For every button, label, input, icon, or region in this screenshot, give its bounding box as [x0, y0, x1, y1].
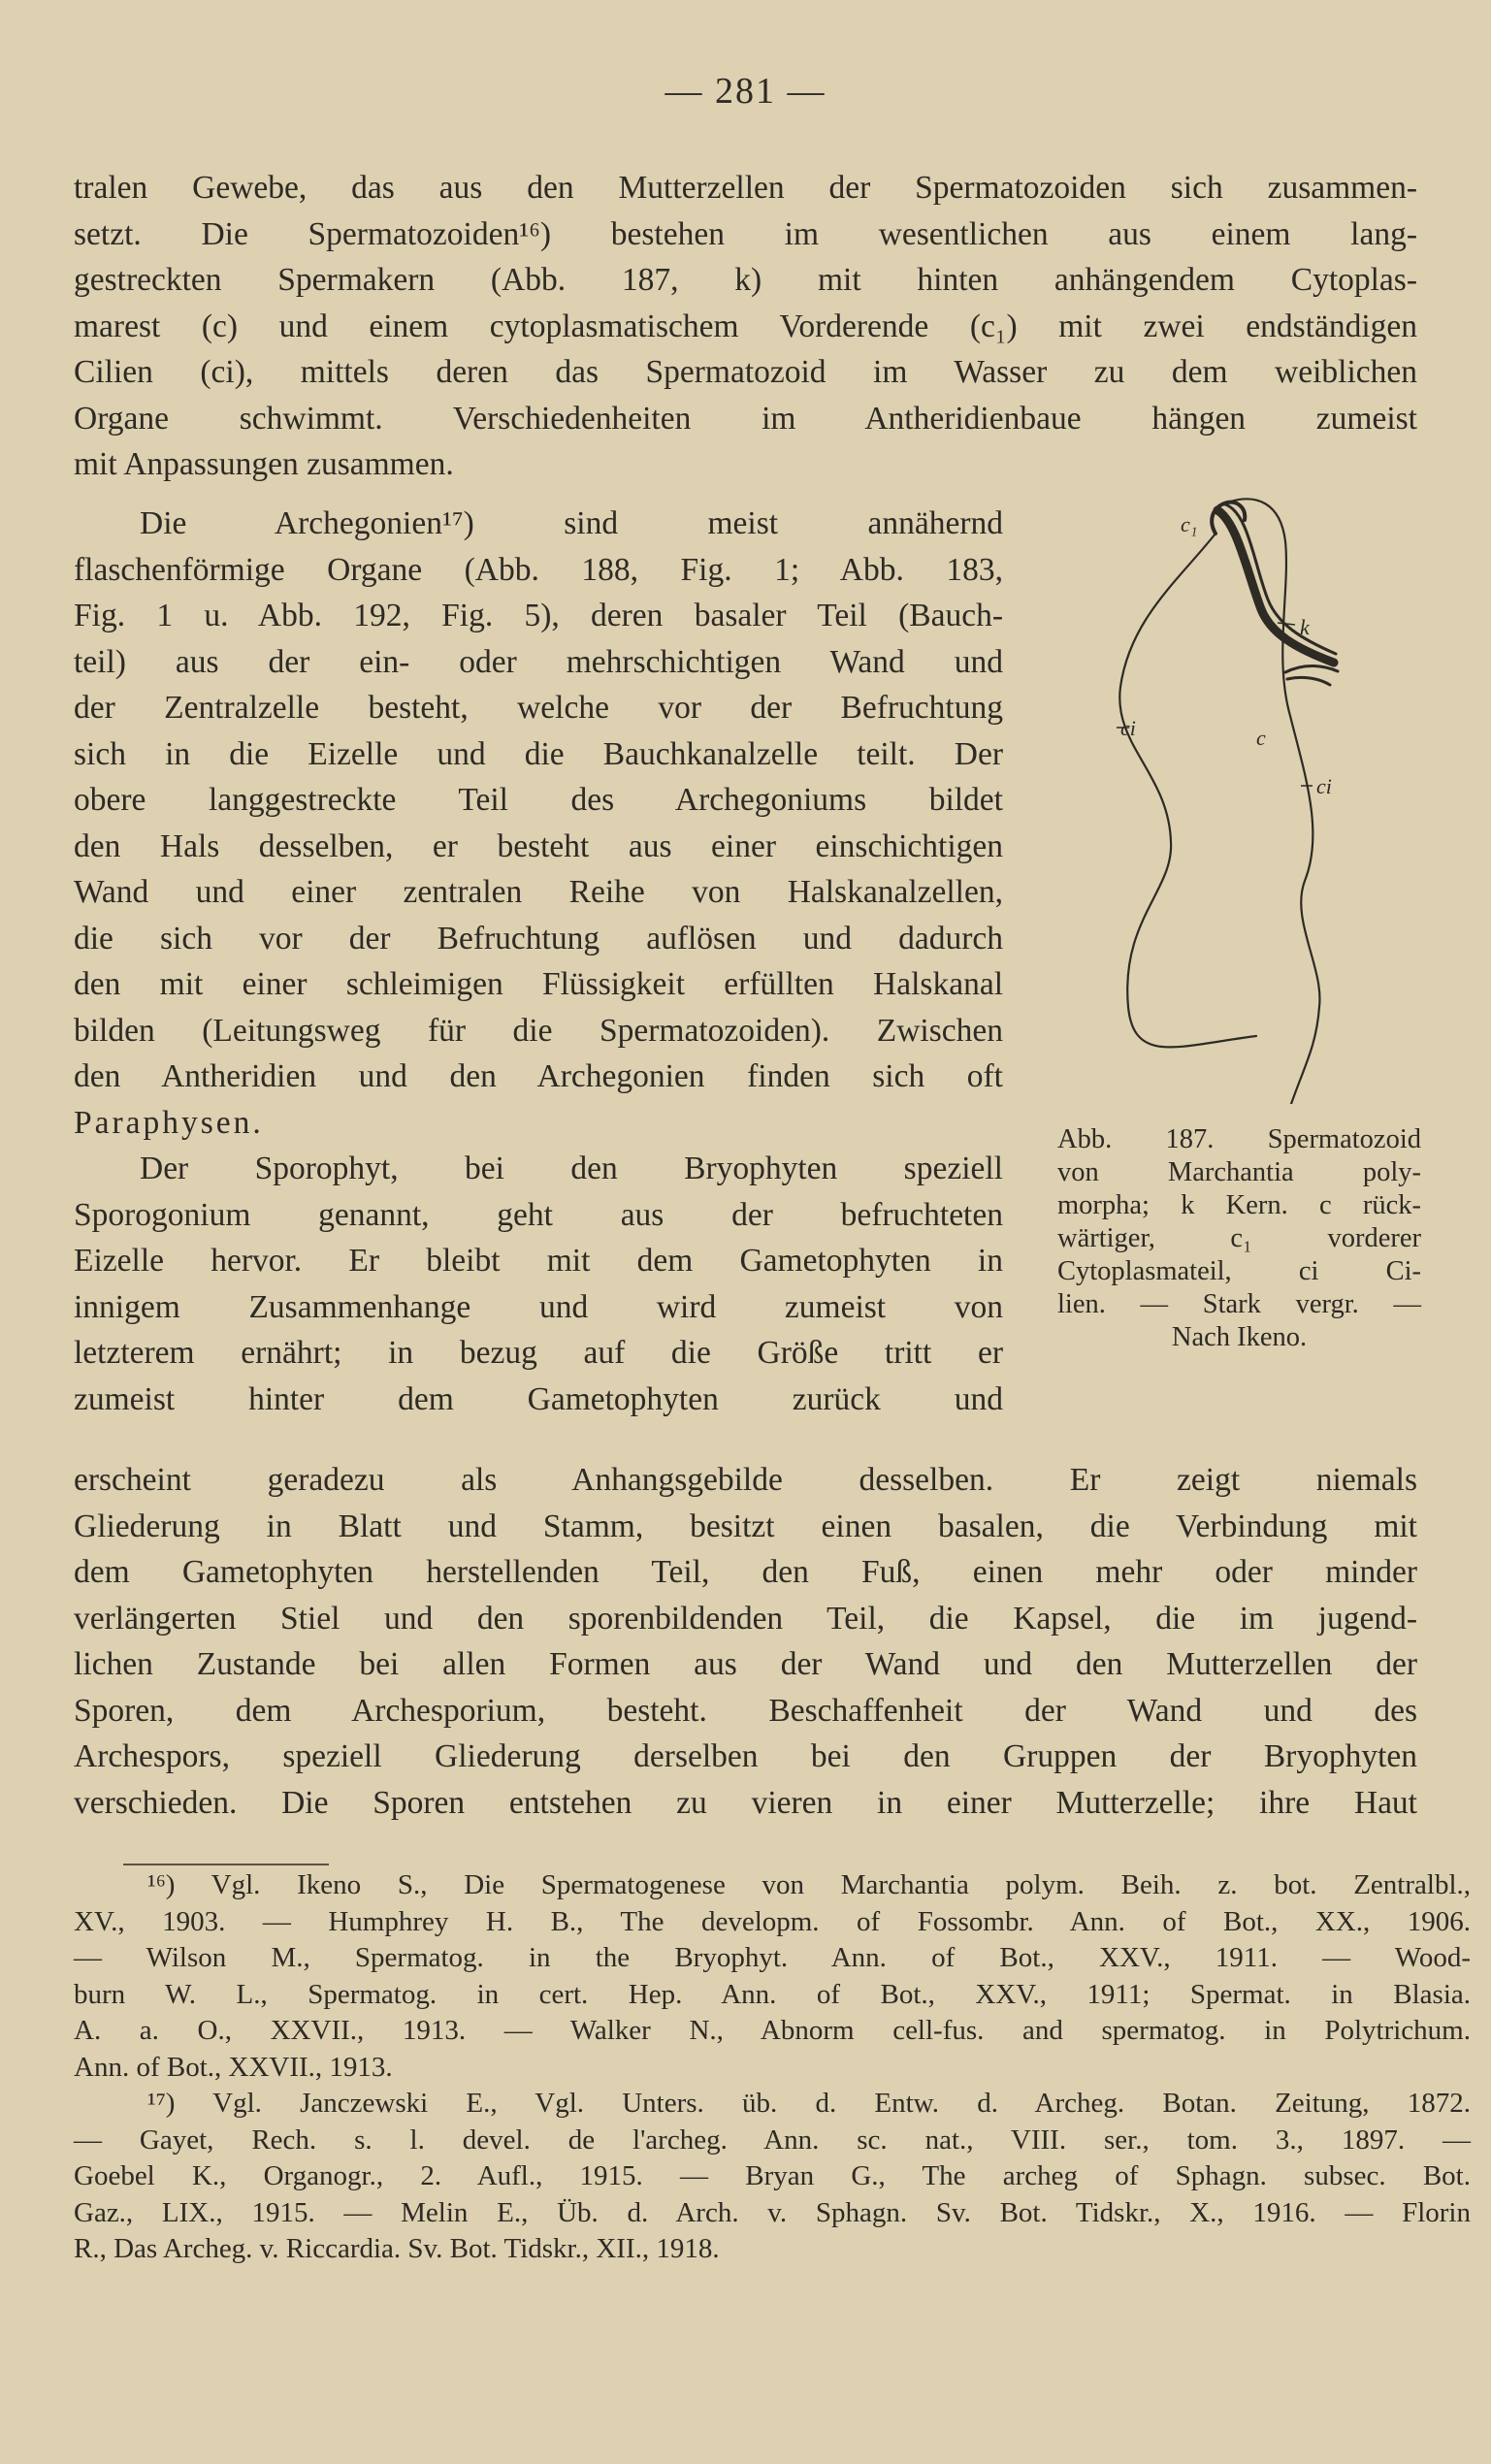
upper-paragraph: [74, 165, 1417, 488]
text-line: Organe schwimmt. Verschiedenheiten im Antheridienbaue hängen zumeist: [74, 400, 1417, 437]
posterior-cytoplasm: [1285, 665, 1338, 685]
text-line: Sporen, dem Archesporium, besteht. Beschaffenheit der Wand und des: [74, 1692, 1417, 1729]
text-line: Wand und einer zentralen Reihe von Halskanalzellen,: [74, 874, 1003, 910]
text-line: Der Sporophyt, bei den Bryophyten speziell: [140, 1151, 1003, 1186]
footnote-line: Ann. of Bot., XXVII., 1913.: [74, 2051, 393, 2083]
text-line: Eizelle hervor. Er bleibt mit dem Gametophyten in: [74, 1243, 1003, 1279]
footnote-line: burn W. L., Spermatog. in cert. Hep. Ann. of Bot., XXV., 1911; Spermat. in Blasia.: [74, 1978, 1471, 2010]
label-k: k: [1300, 615, 1310, 639]
spermatozoid-drawing: [1101, 464, 1368, 1104]
footnotes: [74, 1867, 1471, 2268]
text-line: setzt. Die Spermatozoiden¹⁶) bestehen im wesentlichen aus einem lang-: [74, 215, 1417, 252]
footnote-line: XV., 1903. — Humphrey H. B., The developm. of Fossombr. Ann. of Bot., XX., 1906.: [74, 1905, 1471, 1937]
narrow-column: [74, 501, 1003, 1422]
text-line: obere langgestreckte Teil des Archegoniums bildet: [74, 782, 1003, 818]
label-ci-left: ci: [1120, 716, 1136, 740]
caption-line: wärtiger, c₁ vorderer: [1057, 1223, 1421, 1253]
footnote-line: Gaz., LIX., 1915. — Melin E., Üb. d. Arch. v. Sphagn. Sv. Bot. Tidskr., X., 1916. — Florin: [74, 2196, 1471, 2228]
caption-line: morpha; k Kern. c rück-: [1057, 1190, 1421, 1220]
cilium-left: [1119, 534, 1256, 1047]
nucleus-body: [1217, 510, 1334, 663]
footnote-line: R., Das Archeg. v. Riccardia. Sv. Bot. Tidskr., XII., 1918.: [74, 2233, 720, 2264]
text-line: verlängerten Stiel und den sporenbildenden Teil, die Kapsel, die im jugend-: [74, 1600, 1417, 1637]
label-c: c: [1256, 726, 1266, 750]
text-line: die sich vor der Befruchtung auflösen und dadurch: [74, 920, 1003, 956]
caption-line: lien. — Stark vergr. —: [1057, 1289, 1421, 1319]
footnote-separator: [123, 1864, 329, 1865]
footnote-line: Goebel K., Organogr., 2. Aufl., 1915. — Bryan G., The archeg of Sphagn. subsec. Bot.: [74, 2160, 1471, 2191]
caption-line: Cytoplasmateil, ci Ci-: [1057, 1256, 1421, 1286]
page-number: — 281 —: [664, 71, 827, 112]
text-line: teil) aus der ein- oder mehrschichtigen Wand und: [74, 643, 1003, 680]
cilium-right: [1227, 499, 1319, 1104]
text-line: tralen Gewebe, das aus den Mutterzellen der Spermatozoiden sich zusammen-: [74, 170, 1417, 206]
text-line: marest (c) und einem cytoplasmatischem Vorderende (c₁) mit zwei endständigen: [74, 308, 1417, 344]
label-ci-right: ci: [1316, 774, 1332, 798]
label-c1: c₁: [1181, 512, 1198, 536]
text-line: den Hals desselben, er besteht aus einer einschichtigen: [74, 827, 1003, 864]
spermatozoid-figure: [1101, 464, 1368, 1104]
footnote-line: — Wilson M., Spermatog. in the Bryophyt. Ann. of Bot., XXV., 1911. — Wood-: [74, 1942, 1471, 1973]
text-line: Archespors, speziell Gliederung derselben bei den Gruppen der Bryophyten: [74, 1738, 1417, 1774]
text-line: lichen Zustande bei allen Formen aus der Wand und den Mutterzellen der: [74, 1646, 1417, 1682]
text-line: erscheint geradezu als Anhangsgebilde desselben. Er zeigt niemals: [74, 1462, 1417, 1498]
text-line: sich in die Eizelle und die Bauchkanalzelle teilt. Der: [74, 735, 1003, 772]
footnote-line: ¹⁶) Vgl. Ikeno S., Die Spermatogenese von Marchantia polym. Beih. z. bot. Zentralbl.,: [147, 1869, 1471, 1900]
footnote-line: ¹⁷) Vgl. Janczewski E., Vgl. Unters. üb. d. Entw. d. Archeg. Botan. Zeitung, 1872.: [147, 2088, 1471, 2119]
text-line: mit Anpassungen zusammen.: [74, 446, 454, 482]
text-line: verschieden. Die Sporen entstehen zu vieren in einer Mutterzelle; ihre Haut: [74, 1784, 1417, 1821]
caption-line: von Marchantia poly-: [1057, 1157, 1421, 1187]
text-line: dem Gametophyten herstellenden Teil, den Fuß, einen mehr oder minder: [74, 1554, 1417, 1590]
text-line: bilden (Leitungsweg für die Spermatozoiden). Zwischen: [74, 1012, 1003, 1049]
text-line: Paraphysen.: [74, 1104, 264, 1141]
text-line: Cilien (ci), mittels deren das Spermatozoid im Wasser zu dem weiblichen: [74, 354, 1417, 390]
text-line: Gliederung in Blatt und Stamm, besitzt einen basalen, die Verbindung mit: [74, 1508, 1417, 1544]
text-line: der Zentralzelle besteht, welche vor der Befruchtung: [74, 690, 1003, 726]
text-line: Fig. 1 u. Abb. 192, Fig. 5), deren basaler Teil (Bauch-: [74, 598, 1003, 633]
text-line: den Antheridien und den Archegonien finden sich oft: [74, 1058, 1003, 1094]
footnote-line: — Gayet, Rech. s. l. devel. de l'archeg. Ann. sc. nat., VIII. ser., tom. 3., 1897. —: [74, 2124, 1471, 2156]
text-line: flaschenförmige Organe (Abb. 188, Fig. 1; Abb. 183,: [74, 551, 1003, 588]
text-line: gestreckten Spermakern (Abb. 187, k) mit hinten anhängendem Cytoplas-: [74, 262, 1417, 298]
text-line: zumeist hinter dem Gametophyten zurück und: [74, 1380, 1003, 1417]
text-line: innigem Zusammenhange und wird zumeist von: [74, 1288, 1003, 1325]
figure-caption: [1057, 1123, 1421, 1354]
caption-line: Abb. 187. Spermatozoid: [1057, 1124, 1421, 1154]
text-line: letzterem ernährt; in bezug auf die Größe tritt er: [74, 1335, 1003, 1371]
footnote-line: A. a. O., XXVII., 1913. — Walker N., Abnorm cell-fus. and spermatog. in Polytrichum.: [74, 2015, 1471, 2046]
text-line: Die Archegonien¹⁷) sind meist annähernd: [140, 505, 1003, 541]
lower-paragraph: [74, 1457, 1417, 1826]
text-line: den mit einer schleimigen Flüssigkeit erfüllten Halskanal: [74, 966, 1003, 1002]
caption-line: Nach Ikeno.: [1171, 1322, 1308, 1352]
text-line: Sporogonium genannt, geht aus der befruchteten: [74, 1196, 1003, 1233]
